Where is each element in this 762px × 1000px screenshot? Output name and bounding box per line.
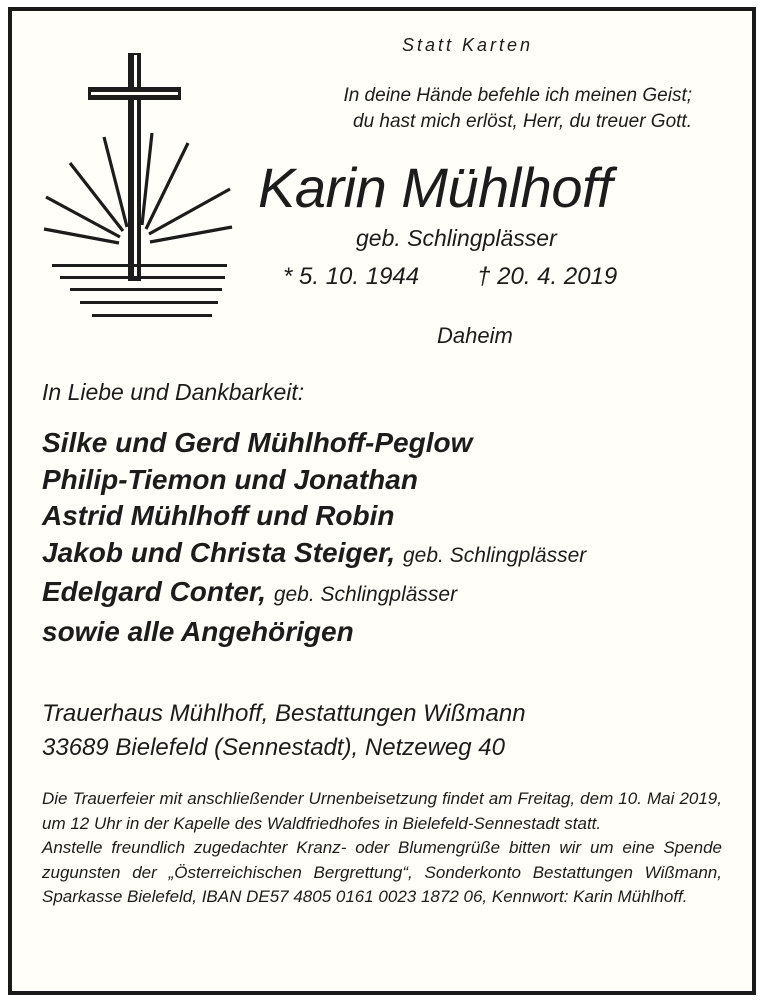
address-line-1: Trauerhaus Mühlhoff, Bestattungen Wißmann [42,700,526,727]
mourner-name: Silke und Gerd Mühlhoff-Peglow [42,427,473,458]
mourners-list [42,425,586,650]
mourner-name: Astrid Mühlhoff und Robin [42,500,395,531]
mourner-line [42,425,586,462]
mourner-name: sowie alle Angehörigen [42,615,354,647]
mourner-line [42,498,586,535]
ceremony-info [42,787,722,910]
mourner-line [42,614,586,651]
place-of-death: Daheim [437,323,513,348]
life-dates [283,263,617,291]
address-line-2: 33689 Bielefeld (Sennestadt), Netzeweg 40 [42,734,505,761]
birth-name: geb. Schlingplässer [356,225,557,251]
obituary-card [8,7,756,995]
donation-paragraph: Anstelle freundlich zugedachter Kranz- oder Blumengrüße bitten wir um eine Spende zugunsten der „Österreichischen Bergrettung“, Sonderkonto Bestattungen Wißmann, Sparkasse Bielefeld, IBAN DE57 4805 0161 0023 1872 06, Kennwort: Karin Mühlhoff. [42,838,722,906]
verse-line-2: du hast mich erlöst, Herr, du treuer Gott. [353,111,692,132]
mourner-note: geb. Schlingplässer [273,583,458,606]
header-statt-karten: Statt Karten [402,35,534,55]
mourner-line [42,574,586,614]
mourner-name: Jakob und Christa Steiger, [42,536,396,568]
birth-date: * 5. 10. 1944 [283,263,420,290]
verse-line-1: In deine Hände befehle ich meinen Geist; [343,85,692,106]
mourner-note: geb. Schlingplässer [402,543,587,567]
mourner-name: Edelgard Conter, [42,576,267,607]
death-date: † 20. 4. 2019 [477,263,618,290]
deceased-name: Karin Mühlhoff [258,156,613,219]
ceremony-paragraph: Die Trauerfeier mit anschließender Urnenbeisetzung findet am Freitag, dem 10. Mai 2019, um 12 Uhr in der Kapelle des Waldfriedhofes in Bielefeld-Sennestadt statt. [42,789,722,833]
bible-verse [232,83,692,135]
mourner-line [42,535,586,575]
mourner-line [42,462,586,499]
mourner-name: Philip-Tiemon und Jonathan [42,463,418,495]
funeral-home-address [42,697,526,765]
mourners-intro: In Liebe und Dankbarkeit: [42,379,305,405]
cross-sunrise-icon [34,39,234,329]
